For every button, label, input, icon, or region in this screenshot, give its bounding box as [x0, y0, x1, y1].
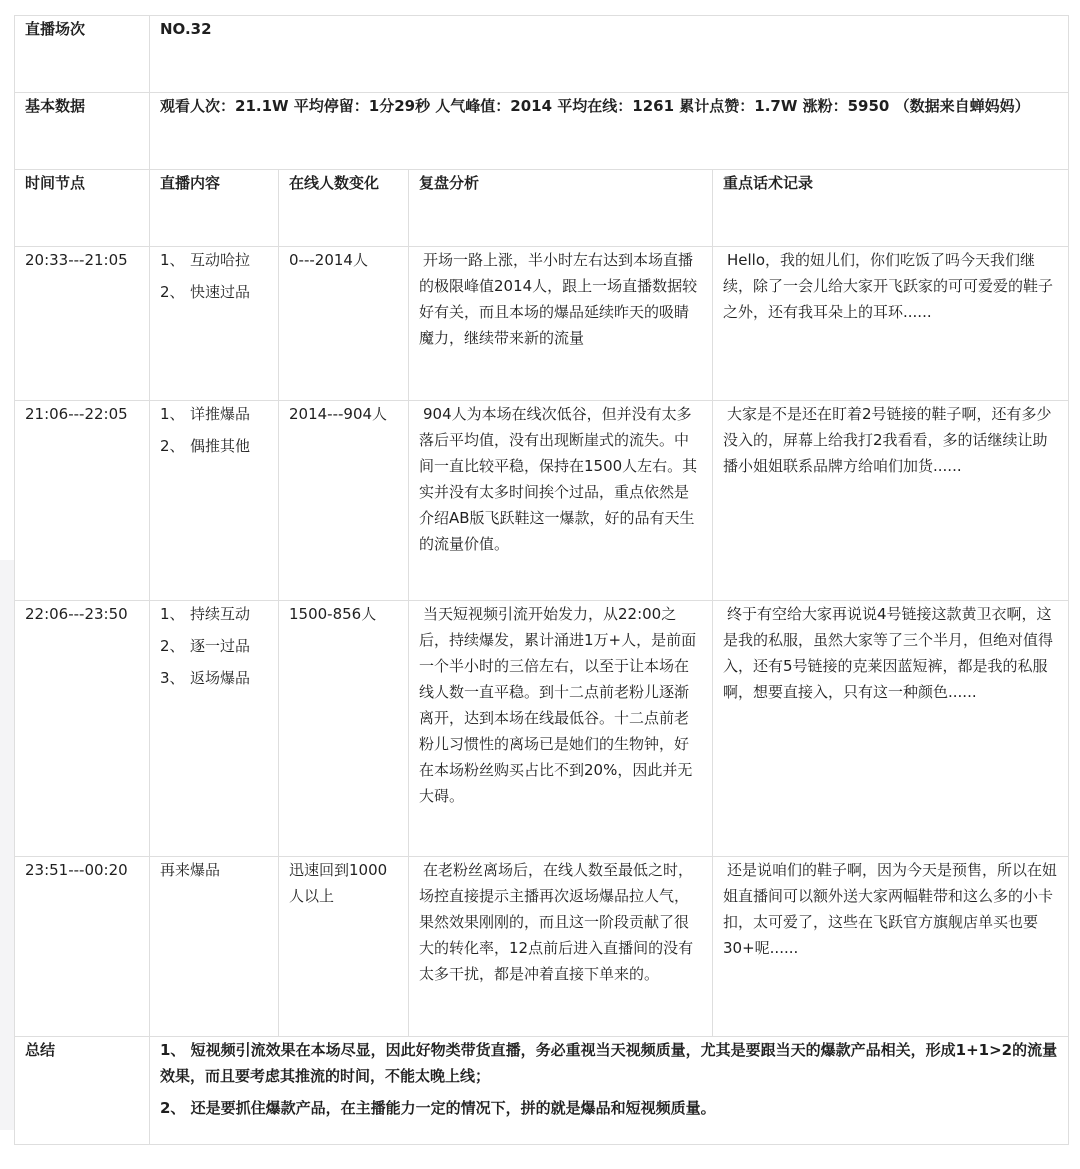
summary-content: [150, 1037, 1069, 1145]
script-cell: 还是说咱们的鞋子啊，因为今天是预售，所以在妞姐直播间可以额外送大家两幅鞋带和这么多的小卡扣，太可爱了，这些在飞跃官方旗舰店单买也要30+呢......: [713, 857, 1069, 1037]
analysis-cell: 当天短视频引流开始发力，从22:00之后，持续爆发，累计涌进1万+人，是前面一个半小时的三倍左右，以至于让本场在线人数一直平稳。到十二点前老粉儿逐渐离开，达到本场在线最低谷。十二点前老粉儿习惯性的离场已是她们的生物钟，好在本场粉丝购买占比不到20%，因此并无大碍。: [409, 601, 713, 857]
script-cell: Hello，我的妞儿们，你们吃饭了吗今天我们继续，除了一会儿给大家开飞跃家的可可爱爱的鞋子之外，还有我耳朵上的耳环......: [713, 247, 1069, 401]
content-item: 2、 逐一过品: [160, 637, 251, 655]
summary-point: 1、 短视频引流效果在本场尽显，因此好物类带货直播，务必重视当天视频质量，尤其是要跟当天的爆款产品相关，形成1+1>2的流量效果，而且要考虑其推流的时间，不能太晚上线；: [160, 1041, 1058, 1085]
online-cell: 2014---904人: [279, 401, 409, 601]
analysis-cell: 开场一路上涨，半小时左右达到本场直播的极限峰值2014人，跟上一场直播数据较好有关，而且本场的爆品延续昨天的吸睛魔力，继续带来新的流量: [409, 247, 713, 401]
summary-point: 2、 还是要抓住爆款产品，在主播能力一定的情况下，拼的就是爆品和短视频质量。: [160, 1099, 716, 1117]
column-header: 时间节点: [15, 170, 150, 247]
summary-label: 总结: [15, 1037, 150, 1145]
session-value: NO.32: [150, 16, 1069, 93]
column-header: 在线人数变化: [279, 170, 409, 247]
table-row: [15, 601, 1069, 857]
session-label: 直播场次: [15, 16, 150, 93]
online-cell: 0---2014人: [279, 247, 409, 401]
basic-data-value: 观看人次：21.1W 平均停留：1分29秒 人气峰值：2014 平均在线：1261 累计点赞：1.7W 涨粉：5950 （数据来自蝉妈妈）: [150, 93, 1069, 170]
script-cell: 终于有空给大家再说说4号链接这款黄卫衣啊，这是我的私服，虽然大家等了三个半月，但绝对值得入，还有5号链接的克莱因蓝短裤，都是我的私服啊，想要直接入，只有这一种颜色......: [713, 601, 1069, 857]
analysis-cell: 904人为本场在线次低谷，但并没有太多落后平均值，没有出现断崖式的流失。中间一直比较平稳，保持在1500人左右。其实并没有太多时间挨个过品，重点依然是介绍AB版飞跃鞋这一爆款，好的品有天生的流量价值。: [409, 401, 713, 601]
analysis-cell: 在老粉丝离场后，在线人数至最低之时，场控直接提示主播再次返场爆品拉人气，果然效果刚刚的，而且这一阶段贡献了很大的转化率，12点前后进入直播间的没有太多干扰，都是冲着直接下单来的。: [409, 857, 713, 1037]
content-item: 再来爆品: [160, 861, 221, 879]
content-item: 1、 持续互动: [160, 605, 251, 623]
content-cell: [150, 857, 279, 1037]
content-item: 1、 详推爆品: [160, 405, 251, 423]
time-cell: 21:06---22:05: [15, 401, 150, 601]
basic-data-label: 基本数据: [15, 93, 150, 170]
column-header: 重点话术记录: [713, 170, 1069, 247]
column-header: 复盘分析: [409, 170, 713, 247]
content-cell: [150, 247, 279, 401]
table-row: [15, 857, 1069, 1037]
time-cell: 23:51---00:20: [15, 857, 150, 1037]
column-header-row: [15, 170, 1069, 247]
summary-row: [15, 1037, 1069, 1145]
content-item: 1、 互动哈拉: [160, 251, 251, 269]
session-row: [15, 16, 1069, 93]
live-review-table: [14, 15, 1069, 1145]
time-cell: 22:06---23:50: [15, 601, 150, 857]
table-row: [15, 247, 1069, 401]
time-cell: 20:33---21:05: [15, 247, 150, 401]
online-cell: 迅速回到1000人以上: [279, 857, 409, 1037]
left-edge-strip: [0, 560, 14, 1130]
content-cell: [150, 601, 279, 857]
basic-data-row: [15, 93, 1069, 170]
table-row: [15, 401, 1069, 601]
script-cell: 大家是不是还在盯着2号链接的鞋子啊，还有多少没入的，屏幕上给我打2我看看，多的话继续让助播小姐姐联系品牌方给咱们加货......: [713, 401, 1069, 601]
content-item: 3、 返场爆品: [160, 669, 251, 687]
online-cell: 1500-856人: [279, 601, 409, 857]
content-cell: [150, 401, 279, 601]
content-item: 2、 快速过品: [160, 283, 251, 301]
content-item: 2、 偶推其他: [160, 437, 251, 455]
column-header: 直播内容: [150, 170, 279, 247]
